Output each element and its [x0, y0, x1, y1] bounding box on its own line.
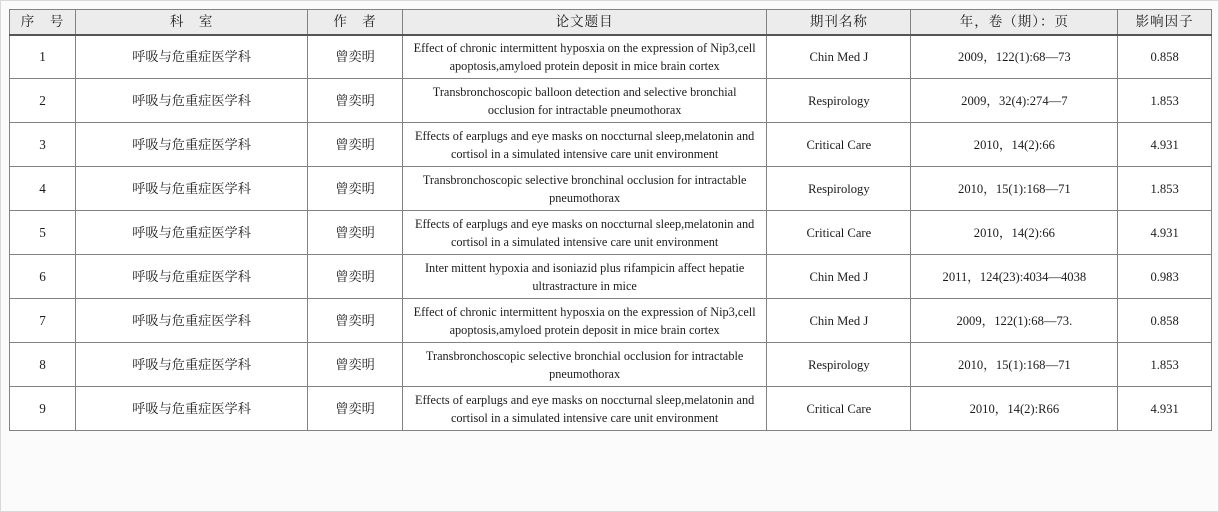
cell-title: Transbronchoscopic selective bronchinal occlusion for intractable pneumothorax: [403, 167, 767, 211]
cell-journal: Chin Med J: [767, 35, 911, 79]
cell-title: Effects of earplugs and eye masks on noccturnal sleep,melatonin and cortisol in a simulated intensive care unit environment: [403, 123, 767, 167]
cell-author: 曾奕明: [308, 79, 403, 123]
cell-author: 曾奕明: [308, 387, 403, 431]
cell-ref: 2011，124(23):4034—4038: [911, 255, 1118, 299]
cell-impact: 0.858: [1118, 35, 1212, 79]
cell-no: 9: [10, 387, 76, 431]
cell-title: Inter mittent hypoxia and isoniazid plus rifampicin affect hepatie ultrastracture in mice: [403, 255, 767, 299]
cell-author: 曾奕明: [308, 299, 403, 343]
table-header: [10, 10, 1212, 35]
cell-journal: Respirology: [767, 343, 911, 387]
cell-dept: 呼吸与危重症医学科: [76, 255, 308, 299]
cell-dept: 呼吸与危重症医学科: [76, 299, 308, 343]
publications-table: [9, 9, 1212, 431]
column-header-journal: 期刊名称: [767, 10, 911, 35]
cell-author: 曾奕明: [308, 255, 403, 299]
cell-journal: Critical Care: [767, 123, 911, 167]
cell-ref: 2009，32(4):274—7: [911, 79, 1118, 123]
table-body: [10, 35, 1212, 431]
cell-no: 4: [10, 167, 76, 211]
column-header-author: 作 者: [308, 10, 403, 35]
cell-ref: 2010，14(2):R66: [911, 387, 1118, 431]
cell-no: 5: [10, 211, 76, 255]
cell-title: Effect of chronic intermittent hyposxia on the expression of Nip3,cell apoptosis,amyloed protein deposit in mice brain cortex: [403, 299, 767, 343]
cell-no: 3: [10, 123, 76, 167]
cell-author: 曾奕明: [308, 123, 403, 167]
cell-impact: 1.853: [1118, 79, 1212, 123]
table-row: [10, 123, 1212, 167]
cell-title: Transbronchoscopic selective bronchial occlusion for intractable pneumothorax: [403, 343, 767, 387]
cell-author: 曾奕明: [308, 343, 403, 387]
cell-ref: 2010，14(2):66: [911, 123, 1118, 167]
cell-dept: 呼吸与危重症医学科: [76, 79, 308, 123]
cell-title: Effect of chronic intermittent hyposxia on the expression of Nip3,cell apoptosis,amyloed protein deposit in mice brain cortex: [403, 35, 767, 79]
cell-ref: 2010，15(1):168—71: [911, 343, 1118, 387]
cell-impact: 0.858: [1118, 299, 1212, 343]
column-header-title: 论文题目: [403, 10, 767, 35]
header-row: [10, 10, 1212, 35]
cell-title: Effects of earplugs and eye masks on noccturnal sleep,melatonin and cortisol in a simulated intensive care unit environment: [403, 211, 767, 255]
cell-no: 2: [10, 79, 76, 123]
cell-no: 7: [10, 299, 76, 343]
cell-impact: 0.983: [1118, 255, 1212, 299]
cell-journal: Chin Med J: [767, 299, 911, 343]
cell-ref: 2010，14(2):66: [911, 211, 1118, 255]
cell-journal: Chin Med J: [767, 255, 911, 299]
column-header-no: 序 号: [10, 10, 76, 35]
cell-dept: 呼吸与危重症医学科: [76, 343, 308, 387]
cell-journal: Respirology: [767, 167, 911, 211]
cell-journal: Critical Care: [767, 211, 911, 255]
table-row: [10, 211, 1212, 255]
table-row: [10, 387, 1212, 431]
cell-impact: 4.931: [1118, 211, 1212, 255]
cell-ref: 2010，15(1):168—71: [911, 167, 1118, 211]
table-row: [10, 79, 1212, 123]
cell-impact: 1.853: [1118, 343, 1212, 387]
table-row: [10, 167, 1212, 211]
cell-dept: 呼吸与危重症医学科: [76, 123, 308, 167]
cell-no: 6: [10, 255, 76, 299]
cell-journal: Respirology: [767, 79, 911, 123]
cell-dept: 呼吸与危重症医学科: [76, 167, 308, 211]
column-header-dept: 科 室: [76, 10, 308, 35]
table-row: [10, 343, 1212, 387]
cell-ref: 2009，122(1):68—73.: [911, 299, 1118, 343]
table-row: [10, 35, 1212, 79]
cell-dept: 呼吸与危重症医学科: [76, 35, 308, 79]
cell-journal: Critical Care: [767, 387, 911, 431]
cell-impact: 1.853: [1118, 167, 1212, 211]
cell-title: Effects of earplugs and eye masks on noccturnal sleep,melatonin and cortisol in a simulated intensive care unit environment: [403, 387, 767, 431]
cell-author: 曾奕明: [308, 167, 403, 211]
cell-author: 曾奕明: [308, 35, 403, 79]
cell-no: 8: [10, 343, 76, 387]
column-header-ref: 年，卷（期）：页: [911, 10, 1118, 35]
cell-no: 1: [10, 35, 76, 79]
cell-title: Transbronchoscopic balloon detection and selective bronchial occlusion for intractable pneumothorax: [403, 79, 767, 123]
table-row: [10, 255, 1212, 299]
cell-impact: 4.931: [1118, 123, 1212, 167]
table-row: [10, 299, 1212, 343]
cell-author: 曾奕明: [308, 211, 403, 255]
cell-dept: 呼吸与危重症医学科: [76, 211, 308, 255]
column-header-impact: 影响因子: [1118, 10, 1212, 35]
cell-ref: 2009，122(1):68—73: [911, 35, 1118, 79]
cell-impact: 4.931: [1118, 387, 1212, 431]
cell-dept: 呼吸与危重症医学科: [76, 387, 308, 431]
